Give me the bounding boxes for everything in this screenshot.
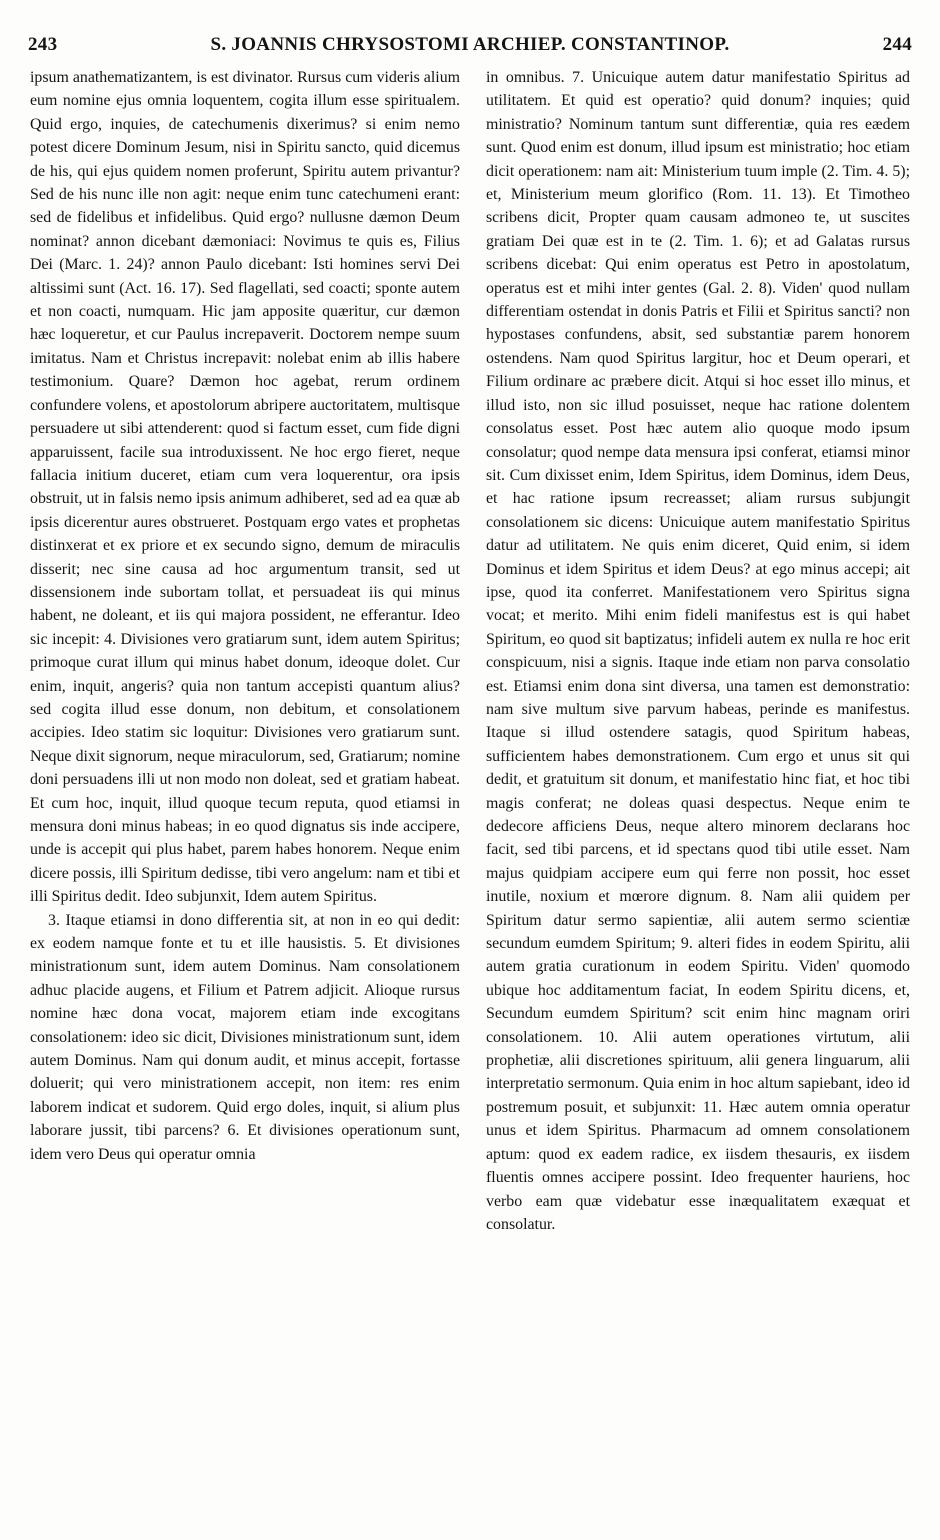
page-number-left: 243 <box>28 34 58 55</box>
right-column <box>486 66 910 1236</box>
page-number-right: 244 <box>882 34 912 55</box>
right-paragraph-1: in omnibus. 7. Unicuique autem datur manifestatio Spiritus ad utilitatem. Et quid est operatio? quid donum? inquies; quid ministratio? Nominum tantum sunt differentiæ, quia res eædem sunt. Quod enim est donum, illud ipsum est ministratio; hoc etiam dicit operationem: nam ait: Ministerium tuum imple (2. Tim. 4. 5); et, Ministerium meum glorifico (Rom. 11. 13). Et Timotheo scribens dicit, Propter quam causam admoneo te, ut suscites gratiam Dei quæ est in te (2. Tim. 1. 6); et ad Galatas rursus scribens dicebat: Qui enim operatus est Petro in apostolatum, operatus est et mihi inter gentes (Gal. 2. 8). Viden' quod nullam differentiam ostendat in donis Patris et Filii et Spiritus sancti? non hypostases confundens, absit, sed substantiæ parem honorem ostendens. Nam quod Spiritus largitur, hoc et Deum operari, et Filium ordinare ac præbere dicit. Atqui si hoc esset illo minus, et illud isto, non sic illud posuisset, neque hac ratione dolentem consolatus esset. Post hæc autem alio quoque modo ipsum consolatur; quod nempe data mensura ipsi conferat, etiamsi minor sit. Cum dixisset enim, Idem Spiritus, idem Dominus, idem Deus, et hac ratione ipsum recreasset; aliam rursus subjungit consolationem sic dicens: Unicuique autem manifestatio Spiritus datur ad utilitatem. Ne quis enim diceret, Quid enim, si idem Dominus et idem Spiritus et idem Deus? at ego minus accepi; ait ipse, quod ita conferret. Manifestationem vero Spiritus signa vocat; et merito. Mihi enim fideli manifestus est is qui habet Spiritum, eo quod sit baptizatus; infideli autem ex nulla re hoc erit conspicuum, nisi a signis. Itaque inde etiam non parva consolatio est. Etiamsi enim dona sint diversa, una tamen est demonstratio: nam sive multum sive parvum habeas, perinde es manifestus. Itaque si illud ostendere satagis, quod Spiritum habeas, sufficientem habes demonstrationem. Cum ergo et unus sit qui dedit, et gratuitum sit donum, et manifestatio hinc fiat, et hoc tibi magis conferat; ne doleas quasi despectus. Neque enim te dedecore afficiens Deus, neque altero minorem declarans hoc facit, sed tibi parcens, et id spectans quod tibi utile esset. Nam majus quidpiam accipere eum qui ferre non possit, hoc esset inutile, noxium et mœrore dignum. 8. Nam alii quidem per Spiritum datur sermo sapientiæ, alii autem sermo scientiæ secundum eumdem Spiritum; 9. alteri fides in eodem Spiritu, alii autem gratia curationum in eodem Spiritu. Viden' quomodo ubique hoc additamentum faciat, In eodem Spiritu dicens, et, Secundum eumdem Spiritum? scit enim hinc magnam oriri consolationem. 10. Alii autem operationes virtutum, alii prophetiæ, alii discretiones spirituum, alii genera linguarum, alii interpretatio sermonum. Quia enim in hoc altum sapiebant, ideo id postremum posuit, et subjunxit: 11. Hæc autem omnia operatur unus et idem Spiritus. Pharmacum ad omnem consolationem aptum: quod ex eadem radice, ex iisdem thesauris, ex iisdem fluentis omnes accipere possint. Ideo frequenter hauriens, hoc verbo eam quæ videbatur esse inæqualitatem exæquat et consolatur. <box>486 69 910 1233</box>
page-header <box>28 34 912 60</box>
running-title: S. JOANNIS CHRYSOSTOMI ARCHIEP. CONSTANTINOP. <box>210 34 730 55</box>
left-paragraph-2: 3. Itaque etiamsi in dono differentia sit, at non in eo qui dedit: ex eodem namque fonte et tu et ille hausistis. 5. Et divisiones ministrationum sunt, idem autem Dominus. Nam consolationem adhuc placide augens, et Filium et Patrem adjicit. Alioque rursus nomine hæc dona vocat, majorem etiam inde excogitans consolationem: ideo sic dicit, Divisiones ministrationum sunt, idem autem Dominus. Nam qui donum audit, et minus accepit, fortasse doluerit; qui vero ministrationem accepit, non item: res enim laborem indicat et sudorem. Quid ergo doles, inquit, si alium plus laborare jussit, tibi parcens? 6. Et divisiones operationum sunt, idem vero Deus qui operatur omnia <box>30 911 460 1163</box>
left-column <box>30 66 460 1166</box>
left-paragraph-1: ipsum anathematizantem, is est divinator. Rursus cum videris alium eum nomine ejus omnia loquentem, cogita illum esse spiritualem. Quid ergo, inquies, de catechumenis dixerimus? si enim nemo potest dicere Dominum Jesum, nisi in Spiritu sancto, quid dicemus de his, qui ejus quidem nomen proferunt, Spiritu autem privantur? Sed de his nunc ille non agit: neque enim tunc catechumeni erant: sed de fidelibus et infidelibus. Quid ergo? nullusne dæmon Deum nominat? annon dicebant dæmoniaci: Novimus te quis es, Filius Dei (Marc. 1. 24)? annon Paulo dicebant: Isti homines servi Dei altissimi sunt (Act. 16. 17). Sed flagellati, sed coacti; sponte autem et non coacti, numquam. Hic jam apposite quæritur, cur dæmon hæc loqueretur, et cur Paulus increpaverit. Doctorem nempe suum imitatus. Nam et Christus increpavit: nolebat enim ab illis habere testimonium. Quare? Dæmon hoc agebat, rerum ordinem confundere volens, et apostolorum abripere auctoritatem, multisque persuadere ut sibi attenderent: quod si factum esset, cum fide digni apparuissent, facile sua introduxissent. Ne hoc ergo fieret, neque fallacia initium duceret, etiam cum vera loquerentur, ora ipsis obstruit, ut in falsis nemo ipsis animum adhiberet, sed ad ea quæ ab ipsis dicerentur aures obstrueret. Postquam ergo vates et prophetas distinxerat et ex priore et ex secundo signo, demum de miraculis disserit; nec sine causa ad hoc argumentum transit, sed ut dissensionem inde subortam tollat, et persuadeat iis qui minus habent, ne doleant, et iis qui majora possident, ne efferantur. Ideo sic incepit: 4. Divisiones vero gratiarum sunt, idem autem Spiritus; primoque curat illum qui minus habet donum, ideoque dolet. Cur enim, inquit, angeris? quia non tantum accepisti quantum alius? sed cogita illud esse donum, non debitum, et consolationem accipies. Ideo statim sic loquitur: Divisiones vero gratiarum sunt. Neque dixit signorum, neque miraculorum, sed, Gratiarum; nomine doni persuadens illi ut non modo non doleat, sed et gratiam habeat. Et cum hoc, inquit, illud quoque tecum reputa, quod etiamsi in mensura doni minus habeas; in eo quod dignatus sis inde accipere, unde is accepit qui plus habet, parem habes honorem. Neque enim dicere possis, illi Spiritum dedisse, tibi vero angelum: nam et tibi et illi Spiritus dedit. Ideo subjunxit, Idem autem Spiritus. <box>30 69 460 906</box>
